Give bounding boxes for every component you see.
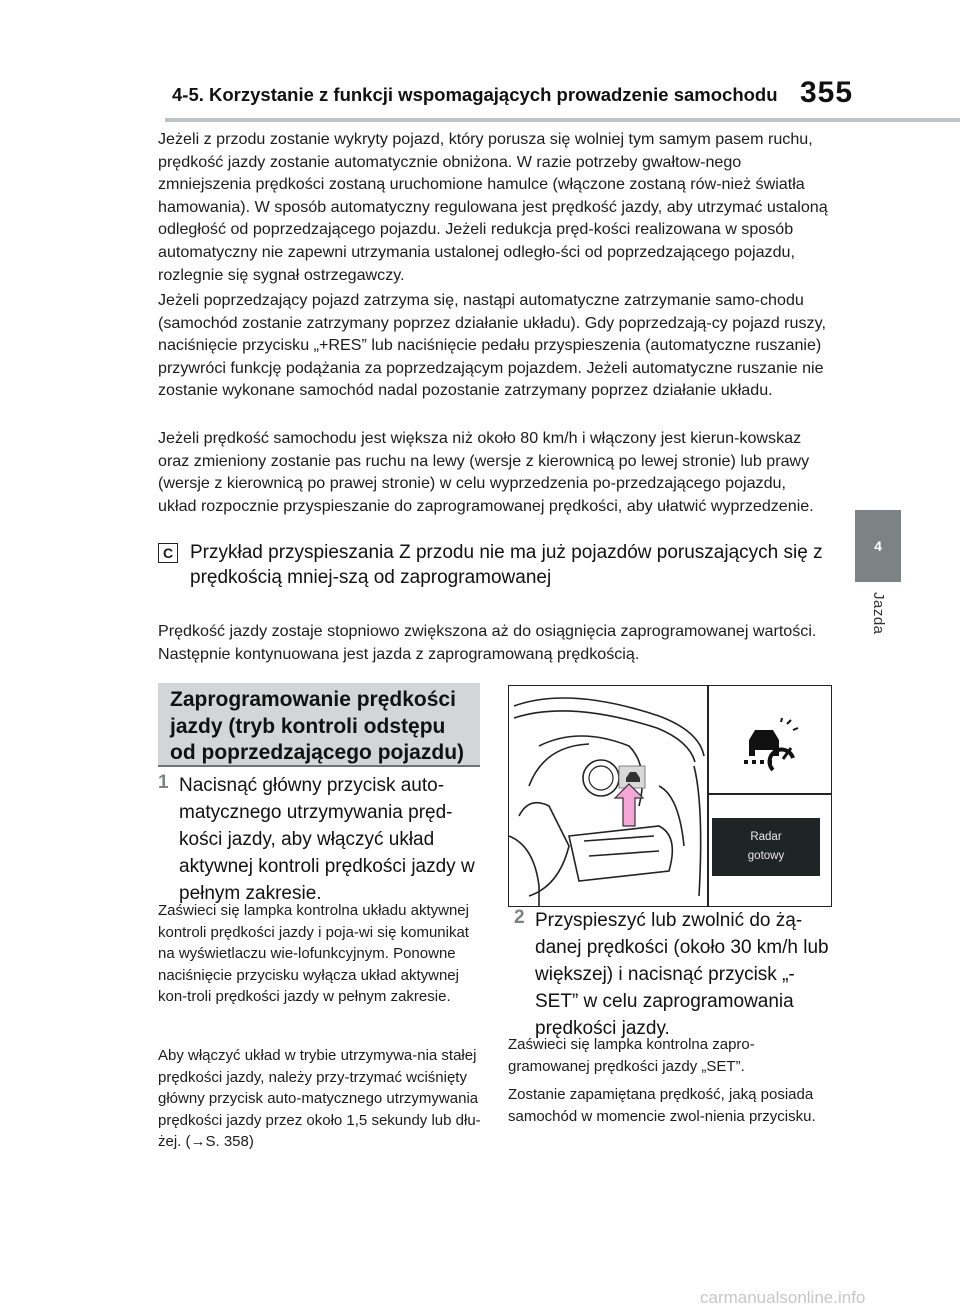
header-divider (165, 118, 960, 122)
steering-wheel-figure (508, 685, 832, 907)
step-text: Nacisnąć główny przycisk auto-matycznego utrzymywania pręd-kości jazdy, aby włączyć układ aktywnej kontroli prędkości jazdy w pełnym zakresie. (179, 775, 475, 904)
radar-cruise-icon (739, 718, 799, 773)
display-text: gotowy (747, 850, 785, 862)
step-note: Aby włączyć układ w trybie utrzymywa-nia stałej prędkości jazdy, należy przy-trzymać wciśnięty główny przycisk auto-matycznego utrzymywania prędkości jazdy przez około 1,5 sekundy lub dłu-żej. (→S. 358) (158, 1047, 481, 1150)
chapter-tab: 4 (855, 510, 901, 582)
step-note: Zostanie zapamiętana prędkość, jaką posiada samochód w momencie zwol-nienia przycisku. (508, 1086, 816, 1125)
display-text: Radar (750, 831, 782, 843)
multi-info-display (712, 818, 820, 876)
paragraph: Prędkość jazdy zostaje stopniowo zwiększona aż do osiągnięcia zaprogramowanej wartości. Następnie kontynuowana jest jazda z zaprogramowaną prędkością. (158, 622, 817, 663)
watermark: carmanualsonline.info (700, 1288, 866, 1307)
chapter-header: 4-5. Korzystanie z funkcji wspomagających prowadzenie samochodu (172, 84, 778, 105)
paragraph: Jeżeli poprzedzający pojazd zatrzyma się, nastąpi automatyczne zatrzymanie samo-chodu (samochód zostanie zatrzymany poprzez działanie układu). Gdy poprzedzają-cy pojazd ruszy, naciśnięcie przycisku „+RES” lub naciśnięcie pedału przyspieszenia (automatyczne ruszanie) przywróci funkcję podążania za poprzedzającym pojazdem. Jeżeli automatyczne ruszanie nie zostanie wykonane samochód nadal pozostanie zatrzymany poprzez działanie układu. (158, 291, 826, 400)
section-title: Zaprogramowanie prędkości jazdy (tryb kontroli odstępu od poprzedzającego pojazdu) (170, 688, 465, 764)
step-number: 1 (158, 772, 169, 793)
page-number: 355 (800, 76, 854, 109)
figure-divider (709, 793, 831, 795)
paragraph: Jeżeli z przodu zostanie wykryty pojazd, który porusza się wolniej tym samym pasem ruchu, prędkość jazdy zostanie automatycznie obniżona. W razie potrzeby gwałtow-nego zmniejszenia prędkości zostaną uruchomione hamulce (włączone zostaną rów-nież światła hamowania). W sposób automatyczny regulowana jest prędkość jazdy, aby utrzymać ustaloną odległość od poprzedzającego pojazdu. Jeżeli redukcja pręd-kości realizowana w sposób automatyczny nie zapewni utrzymania ustalonej odległo-ści od poprzedzającego pojazdu, rozlegnie się sygnał ostrzegawczy. (158, 130, 828, 284)
step-number: 2 (514, 907, 525, 928)
step-note: Zaświeci się lampka kontrolna układu aktywnej kontroli prędkości jazdy i poja-wi się komunikat na wyświetlaczu wie-lofunkcyjnym. Ponowne naciśnięcie przycisku wyłącza układ aktywnej kon-troli prędkości jazdy w pełnym zakresie. (158, 902, 469, 1005)
example-label: C (158, 543, 178, 563)
paragraph: Jeżeli prędkość samochodu jest większa niż około 80 km/h i włączony jest kierun-kowskaz oraz zmieniony zostanie pas ruchu na lewy (wersje z kierownicą po lewej stronie) lub prawy (wersje z kierownicą po prawej stronie) w celu wyprzedzenia po-przedzającego pojazdu, układ rozpocznie przyspieszanie do zaprogramowanej prędkości, aby ułatwić wyprzedzenie. (158, 429, 814, 515)
steering-wheel-illustration (509, 686, 707, 906)
chapter-tab-label: Jazda (870, 592, 887, 635)
figure-divider (707, 686, 709, 906)
step-text: Przyspieszyć lub zwolnić do żą-danej prędkości (około 30 km/h lub większej) i nacisnąć przycisk „-SET” w celu zaprogramowania prędkości jazdy. (535, 910, 829, 1039)
step-note: Zaświeci się lampka kontrolna zapro-gramowanej prędkości jazdy „SET”. (508, 1036, 755, 1075)
section-heading-box (158, 683, 480, 767)
example-heading: Przykład przyspieszania Z przodu nie ma już pojazdów poruszających się z prędkością mniej-szą od zaprogramowanej (190, 542, 823, 588)
